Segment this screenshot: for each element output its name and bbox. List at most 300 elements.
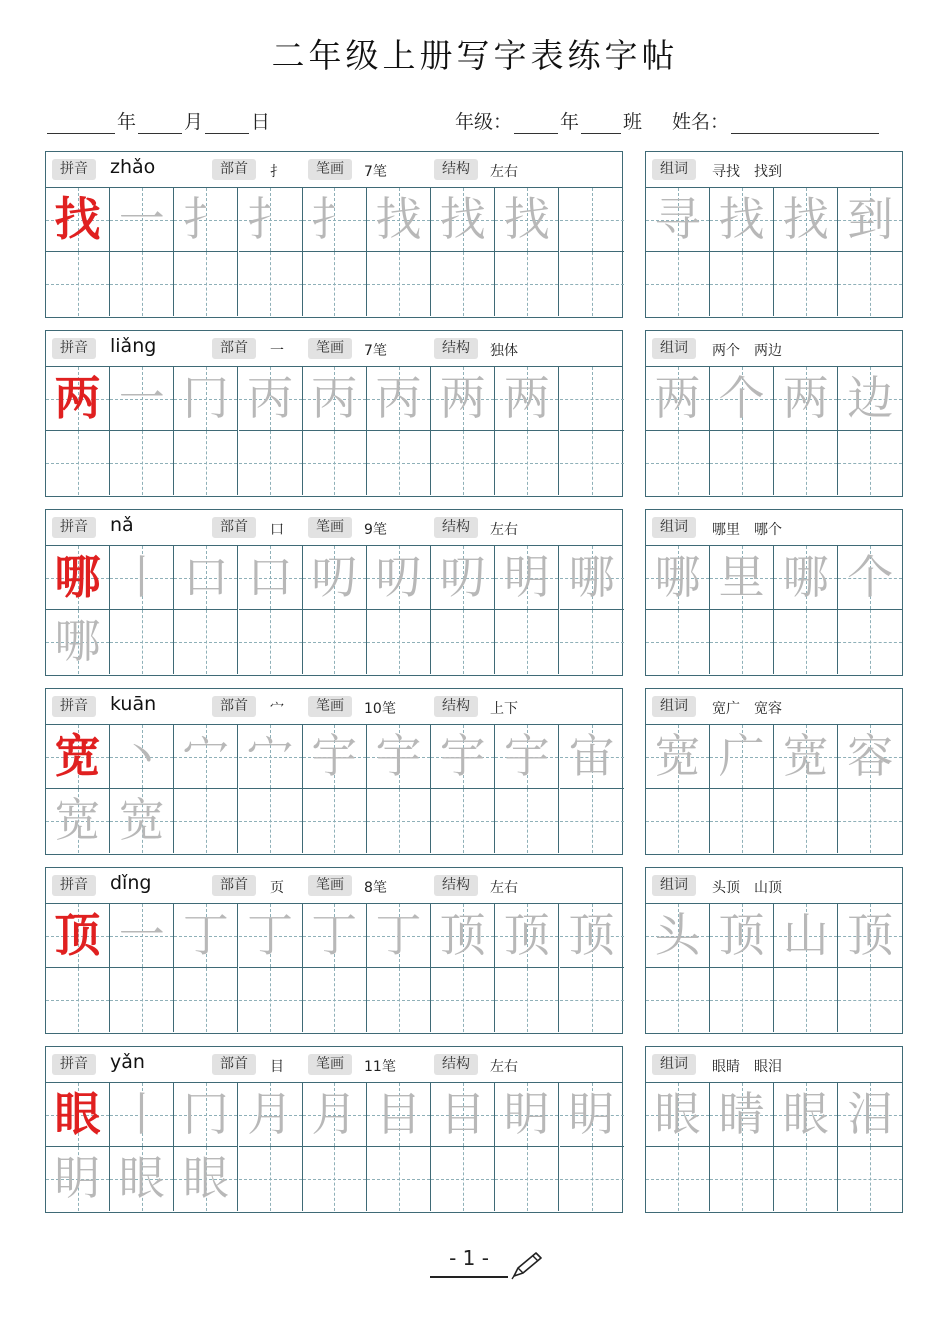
writing-cell[interactable]: [838, 546, 902, 610]
trace-character: [431, 431, 494, 495]
character-card: [45, 1046, 623, 1213]
writing-cell[interactable]: [560, 252, 624, 316]
day-blank[interactable]: [205, 112, 249, 134]
day-label: 日: [251, 111, 271, 133]
writing-cell[interactable]: [431, 431, 495, 495]
words-header: [646, 689, 902, 725]
writing-cell[interactable]: [110, 789, 174, 853]
writing-cell[interactable]: [110, 367, 174, 431]
trace-character: [239, 252, 302, 316]
trace-character: [367, 431, 430, 495]
trace-character: 目: [439, 1087, 486, 1141]
word-trace-character: 到: [847, 192, 894, 246]
character-card: [45, 151, 623, 318]
strokes-tag: 笔画: [308, 875, 352, 896]
writing-cell[interactable]: [560, 610, 624, 674]
writing-cell[interactable]: [838, 1083, 902, 1147]
trace-character: [110, 431, 173, 495]
writing-cell[interactable]: [367, 789, 431, 853]
year-blank[interactable]: [47, 112, 115, 134]
writing-cell[interactable]: [367, 367, 431, 431]
writing-cell[interactable]: [110, 546, 174, 610]
writing-cell[interactable]: [495, 610, 559, 674]
words-value: 眼睛 眼泪: [712, 1059, 782, 1075]
writing-cell[interactable]: [174, 367, 238, 431]
writing-cell[interactable]: [239, 252, 303, 316]
radical-tag: 部首: [212, 517, 256, 538]
trace-character: [239, 610, 302, 674]
structure-tag: 结构: [434, 1054, 478, 1075]
writing-cell[interactable]: [710, 252, 774, 316]
writing-cell[interactable]: [239, 188, 303, 252]
radical-value: 目: [270, 1059, 284, 1075]
trace-character: 扌: [247, 192, 294, 246]
writing-cell[interactable]: [431, 188, 495, 252]
trace-character: 扌: [182, 192, 229, 246]
trace-character: 宇: [439, 729, 486, 783]
pinyin-tag: 拼音: [52, 159, 96, 180]
writing-cell[interactable]: [367, 1083, 431, 1147]
word-trace-character: 个: [718, 371, 765, 425]
pinyin-value: nǎ: [110, 514, 134, 536]
writing-cell[interactable]: [560, 904, 624, 968]
writing-cell[interactable]: [46, 252, 110, 316]
trace-character: 哪: [568, 550, 615, 604]
structure-tag: 结构: [434, 517, 478, 538]
writing-cell[interactable]: [774, 968, 838, 1032]
trace-character: 月: [247, 1087, 294, 1141]
writing-cell[interactable]: [239, 789, 303, 853]
trace-character: [110, 252, 173, 316]
strokes-value: 10笔: [364, 701, 396, 717]
strokes-value: 11笔: [364, 1059, 396, 1075]
trace-character: [174, 252, 237, 316]
writing-cell[interactable]: [710, 1083, 774, 1147]
writing-cell[interactable]: [46, 904, 110, 968]
writing-cell[interactable]: [560, 367, 624, 431]
writing-cell[interactable]: [838, 904, 902, 968]
writing-cell[interactable]: [495, 1147, 559, 1211]
writing-cell[interactable]: [710, 546, 774, 610]
radical-value: 扌: [270, 164, 284, 180]
trace-character: [174, 610, 237, 674]
card-header: [46, 331, 622, 367]
writing-cell[interactable]: [710, 789, 774, 853]
writing-cell[interactable]: [495, 252, 559, 316]
writing-cell[interactable]: [239, 968, 303, 1032]
writing-cell[interactable]: [495, 1083, 559, 1147]
page-title: 二年级上册写字表练字帖: [271, 36, 679, 75]
writing-cell[interactable]: [838, 252, 902, 316]
writing-cell[interactable]: [774, 431, 838, 495]
writing-cell[interactable]: [239, 610, 303, 674]
class-label: 班: [623, 111, 643, 133]
writing-cell[interactable]: [367, 188, 431, 252]
writing-cell[interactable]: [646, 968, 710, 1032]
writing-cell[interactable]: [646, 789, 710, 853]
words-value: 寻找 找到: [712, 164, 782, 180]
trace-character: [560, 789, 624, 853]
radical-tag: 部首: [212, 875, 256, 896]
writing-cell[interactable]: [495, 546, 559, 610]
words-tag: 组词: [652, 1054, 696, 1075]
trace-character: [303, 610, 366, 674]
writing-cell[interactable]: [646, 610, 710, 674]
writing-cell[interactable]: [431, 1083, 495, 1147]
writing-cell[interactable]: [710, 968, 774, 1032]
writing-cell[interactable]: [367, 546, 431, 610]
pinyin-tag: 拼音: [52, 338, 96, 359]
writing-cell[interactable]: [303, 546, 367, 610]
writing-cell[interactable]: [646, 1147, 710, 1211]
writing-cell[interactable]: [560, 1083, 624, 1147]
writing-cell[interactable]: [174, 725, 238, 789]
trace-character: [495, 252, 558, 316]
radical-value: 一: [270, 343, 284, 359]
writing-cell[interactable]: [239, 546, 303, 610]
writing-cell[interactable]: [838, 431, 902, 495]
writing-cell[interactable]: [367, 252, 431, 316]
trace-character: 月: [311, 1087, 358, 1141]
writing-cell[interactable]: [560, 968, 624, 1032]
writing-cell[interactable]: [367, 610, 431, 674]
writing-cell[interactable]: [174, 904, 238, 968]
writing-cell[interactable]: [431, 1147, 495, 1211]
writing-cell[interactable]: [46, 431, 110, 495]
writing-cell[interactable]: [774, 904, 838, 968]
writing-cell[interactable]: [774, 252, 838, 316]
trace-character: [495, 610, 558, 674]
name-blank[interactable]: [731, 112, 879, 134]
writing-cell[interactable]: [774, 546, 838, 610]
trace-character: [560, 188, 624, 251]
writing-cell[interactable]: [710, 188, 774, 252]
pinyin-tag: 拼音: [52, 517, 96, 538]
trace-character: [367, 968, 430, 1032]
writing-cell[interactable]: [774, 789, 838, 853]
writing-cell[interactable]: [838, 367, 902, 431]
word-trace-character: 找: [782, 192, 829, 246]
writing-cell[interactable]: [367, 431, 431, 495]
trace-character: [560, 1147, 624, 1211]
trace-character: [303, 789, 366, 853]
writing-cell[interactable]: [774, 725, 838, 789]
writing-cell[interactable]: [838, 1147, 902, 1211]
writing-cell[interactable]: [646, 1083, 710, 1147]
trace-character: [560, 610, 624, 674]
writing-cell[interactable]: [239, 1147, 303, 1211]
writing-cell[interactable]: [710, 610, 774, 674]
class-blank[interactable]: [581, 112, 621, 134]
words-card: [645, 1046, 903, 1213]
trace-character: 一: [118, 371, 165, 425]
writing-cell[interactable]: [303, 1147, 367, 1211]
writing-cell[interactable]: [560, 725, 624, 789]
radical-value: 口: [270, 522, 284, 538]
word-trace-character: 个: [847, 550, 894, 604]
writing-cell[interactable]: [495, 904, 559, 968]
writing-cell[interactable]: [646, 546, 710, 610]
writing-cell[interactable]: [46, 188, 110, 252]
writing-cell[interactable]: [838, 725, 902, 789]
writing-cell[interactable]: [46, 725, 110, 789]
writing-cell[interactable]: [710, 431, 774, 495]
writing-cell[interactable]: [303, 725, 367, 789]
writing-cell[interactable]: [46, 546, 110, 610]
word-trace-character: 宽: [782, 729, 829, 783]
writing-cell[interactable]: [774, 367, 838, 431]
writing-cell[interactable]: [495, 431, 559, 495]
writing-cell[interactable]: [710, 367, 774, 431]
writing-cell[interactable]: [495, 188, 559, 252]
writing-cell[interactable]: [110, 904, 174, 968]
writing-cell[interactable]: [110, 431, 174, 495]
writing-cell[interactable]: [431, 610, 495, 674]
trace-character: 丨: [118, 1087, 165, 1141]
writing-cell[interactable]: [367, 904, 431, 968]
card-header: [46, 868, 622, 904]
trace-character: 宇: [503, 729, 550, 783]
words-card: [645, 509, 903, 676]
trace-character: [495, 1147, 558, 1211]
model-character: 哪: [54, 550, 101, 604]
trace-character: [46, 252, 109, 316]
structure-tag: 结构: [434, 696, 478, 717]
writing-cell[interactable]: [46, 968, 110, 1032]
pinyin-value: yǎn: [110, 1051, 145, 1073]
word-trace-character: 眼: [654, 1087, 701, 1141]
trace-character: 丁: [375, 908, 422, 962]
writing-cell[interactable]: [774, 610, 838, 674]
writing-cell[interactable]: [174, 1083, 238, 1147]
writing-cell[interactable]: [710, 725, 774, 789]
trace-character: [431, 789, 494, 853]
writing-cell[interactable]: [174, 610, 238, 674]
radical-tag: 部首: [212, 1054, 256, 1075]
word-trace-character: 找: [718, 192, 765, 246]
trace-character: 眼: [182, 1151, 229, 1206]
writing-cell[interactable]: [646, 188, 710, 252]
word-trace-character: 头: [654, 908, 701, 962]
writing-cell[interactable]: [495, 725, 559, 789]
word-trace-character: 睛: [718, 1087, 765, 1141]
word-trace-character: 两: [782, 371, 829, 425]
trace-character: [495, 968, 558, 1032]
structure-value: 独体: [490, 343, 518, 359]
trace-character: 丨: [118, 550, 165, 604]
trace-character: 叨: [439, 550, 486, 604]
words-header: [646, 152, 902, 188]
trace-character: 宇: [375, 729, 422, 783]
writing-cell[interactable]: [431, 546, 495, 610]
writing-cell[interactable]: [174, 1147, 238, 1211]
writing-cell[interactable]: [560, 789, 624, 853]
writing-cell[interactable]: [774, 1083, 838, 1147]
structure-value: 左右: [490, 164, 518, 180]
writing-cell[interactable]: [560, 188, 624, 252]
writing-cell[interactable]: [303, 188, 367, 252]
writing-cell[interactable]: [110, 725, 174, 789]
trace-character: 宽: [54, 793, 101, 848]
pinyin-value: dǐng: [110, 872, 152, 894]
trace-character: [560, 431, 624, 495]
writing-cell[interactable]: [46, 789, 110, 853]
writing-cell[interactable]: [838, 610, 902, 674]
trace-character: [239, 968, 302, 1032]
writing-cell[interactable]: [46, 367, 110, 431]
writing-cell[interactable]: [646, 431, 710, 495]
writing-cell[interactable]: [46, 610, 110, 674]
writing-cell[interactable]: [239, 725, 303, 789]
writing-cell[interactable]: [239, 431, 303, 495]
writing-cell[interactable]: [431, 725, 495, 789]
words-value: 宽广 宽容: [712, 701, 782, 717]
pen-icon: [510, 1250, 544, 1280]
words-card: [645, 688, 903, 855]
structure-tag: 结构: [434, 338, 478, 359]
trace-character: 丙: [311, 371, 358, 425]
trace-character: 叨: [311, 550, 358, 604]
writing-cell[interactable]: [646, 367, 710, 431]
writing-cell[interactable]: [303, 968, 367, 1032]
writing-cell[interactable]: [560, 546, 624, 610]
trace-character: [431, 968, 494, 1032]
writing-cell[interactable]: [710, 1147, 774, 1211]
writing-cell[interactable]: [495, 367, 559, 431]
trace-character: 丶: [118, 729, 165, 783]
writing-cell[interactable]: [431, 904, 495, 968]
writing-cell[interactable]: [110, 252, 174, 316]
writing-cell[interactable]: [174, 546, 238, 610]
character-card: [45, 688, 623, 855]
writing-cell[interactable]: [303, 1083, 367, 1147]
writing-cell[interactable]: [838, 968, 902, 1032]
trace-character: [367, 1147, 430, 1211]
grade-blank[interactable]: [514, 112, 558, 134]
structure-value: 左右: [490, 522, 518, 538]
writing-cell[interactable]: [774, 1147, 838, 1211]
writing-cell[interactable]: [239, 1083, 303, 1147]
radical-tag: 部首: [212, 338, 256, 359]
trace-character: 叨: [375, 550, 422, 604]
writing-cell[interactable]: [174, 968, 238, 1032]
trace-character: [239, 431, 302, 495]
trace-character: 丁: [182, 908, 229, 962]
writing-cell[interactable]: [367, 968, 431, 1032]
pinyin-tag: 拼音: [52, 1054, 96, 1075]
writing-cell[interactable]: [431, 252, 495, 316]
strokes-value: 9笔: [364, 522, 387, 538]
trace-character: 冂: [182, 1087, 229, 1141]
writing-cell[interactable]: [710, 904, 774, 968]
writing-cell[interactable]: [646, 904, 710, 968]
writing-cell[interactable]: [431, 968, 495, 1032]
writing-cell[interactable]: [110, 968, 174, 1032]
writing-cell[interactable]: [303, 367, 367, 431]
word-trace-character: 哪: [654, 550, 701, 604]
trace-character: [46, 431, 109, 495]
writing-cell[interactable]: [838, 188, 902, 252]
model-character: 顶: [54, 908, 101, 962]
writing-cell[interactable]: [303, 431, 367, 495]
writing-cell[interactable]: [110, 188, 174, 252]
strokes-tag: 笔画: [308, 696, 352, 717]
writing-cell[interactable]: [367, 725, 431, 789]
writing-cell[interactable]: [239, 904, 303, 968]
writing-cell[interactable]: [174, 188, 238, 252]
writing-cell[interactable]: [560, 1147, 624, 1211]
month-blank[interactable]: [138, 112, 182, 134]
writing-cell[interactable]: [174, 789, 238, 853]
model-character: 找: [54, 192, 101, 246]
card-header: [46, 152, 622, 188]
writing-cell[interactable]: [110, 610, 174, 674]
trace-character: 目: [375, 1087, 422, 1141]
writing-cell[interactable]: [174, 252, 238, 316]
word-trace-character: 广: [718, 729, 765, 783]
trace-character: 口: [247, 550, 294, 604]
strokes-tag: 笔画: [308, 1054, 352, 1075]
trace-character: 宀: [182, 729, 229, 783]
writing-cell[interactable]: [46, 1083, 110, 1147]
writing-cell[interactable]: [367, 1147, 431, 1211]
trace-character: [303, 252, 366, 316]
writing-cell[interactable]: [303, 610, 367, 674]
writing-cell[interactable]: [110, 1147, 174, 1211]
writing-cell[interactable]: [174, 431, 238, 495]
writing-cell[interactable]: [239, 367, 303, 431]
trace-character: [560, 252, 624, 316]
name-label: 姓名：: [672, 111, 730, 133]
writing-cell[interactable]: [646, 725, 710, 789]
words-card: [645, 151, 903, 318]
writing-cell[interactable]: [303, 789, 367, 853]
writing-cell[interactable]: [431, 789, 495, 853]
trace-character: 口: [182, 550, 229, 604]
word-trace-character: 顶: [847, 908, 894, 962]
writing-cell[interactable]: [46, 1147, 110, 1211]
writing-cell[interactable]: [495, 968, 559, 1032]
year-label: 年: [117, 111, 137, 133]
words-value: 两个 两边: [712, 343, 782, 359]
trace-character: 眀: [503, 1087, 550, 1141]
trace-character: 两: [439, 371, 486, 425]
trace-character: [174, 789, 237, 853]
writing-cell[interactable]: [495, 789, 559, 853]
trace-character: [46, 968, 109, 1032]
writing-cell[interactable]: [303, 252, 367, 316]
word-trace-character: 寻: [654, 192, 701, 246]
words-header: [646, 868, 902, 904]
writing-cell[interactable]: [838, 789, 902, 853]
model-character: 眼: [54, 1087, 101, 1141]
character-card: [45, 867, 623, 1034]
word-trace-character: 边: [847, 371, 894, 425]
page-number: - 1 -: [449, 1246, 489, 1270]
writing-cell[interactable]: [774, 188, 838, 252]
strokes-tag: 笔画: [308, 159, 352, 180]
words-value: 哪里 哪个: [712, 522, 782, 538]
writing-cell[interactable]: [646, 252, 710, 316]
writing-cell[interactable]: [431, 367, 495, 431]
trace-character: [367, 252, 430, 316]
trace-character: [431, 610, 494, 674]
writing-cell[interactable]: [560, 431, 624, 495]
writing-cell[interactable]: [303, 904, 367, 968]
model-character: 宽: [54, 729, 101, 783]
writing-cell[interactable]: [110, 1083, 174, 1147]
words-tag: 组词: [652, 875, 696, 896]
